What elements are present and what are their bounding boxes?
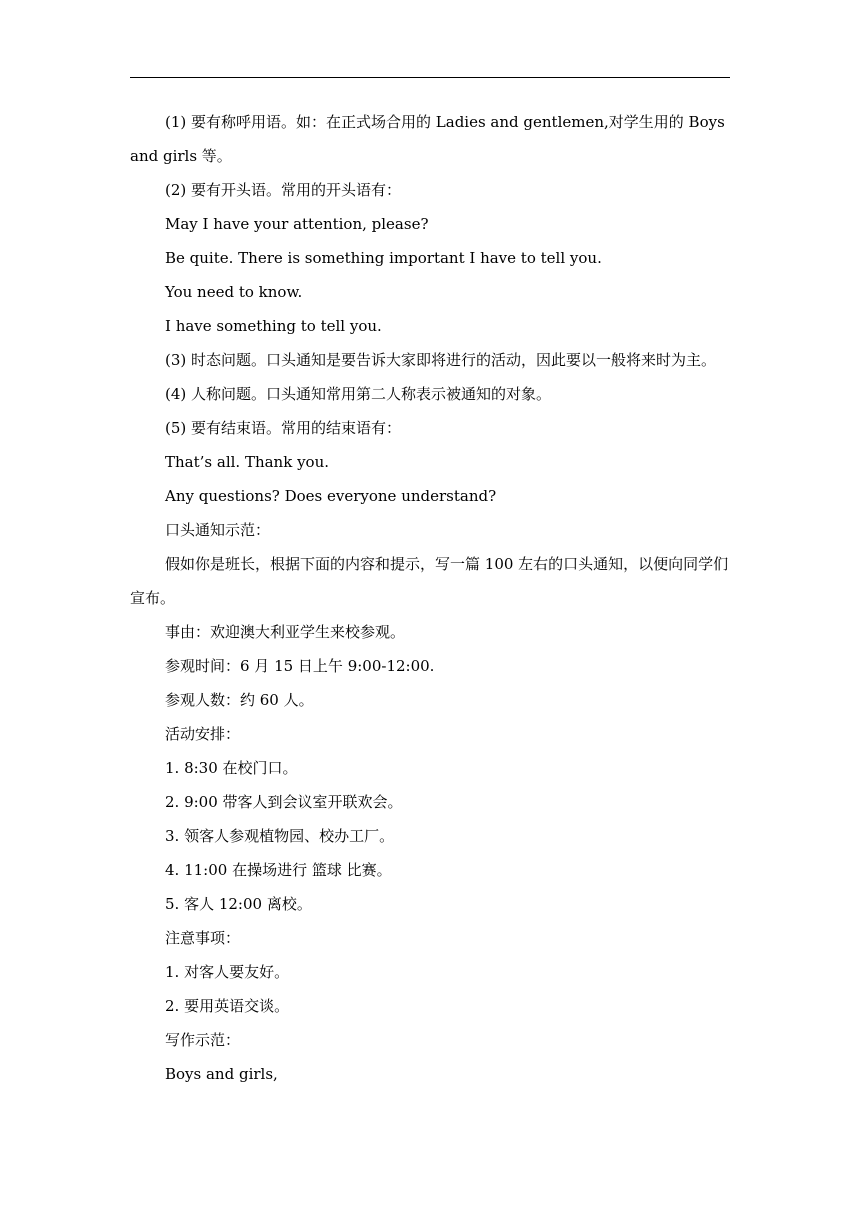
item-1-salutation: (1) 要有称呼用语。如：在正式场合用的 Ladies and gentlemen,对学生用的 Boys and girls 等。 (130, 113, 725, 165)
example-closing-1: That’s all. Thank you. (165, 453, 330, 471)
example-opening-1: May I have your attention, please? (165, 215, 429, 233)
schedule-item: 1. 8:30 在校门口。 (165, 759, 298, 777)
item-4-person: (4) 人称问题。口头通知常用第二人称表示被通知的对象。 (165, 385, 552, 403)
schedule-item: 5. 客人 12:00 离校。 (165, 895, 312, 913)
task-people: 参观人数：约 60 人。 (165, 691, 314, 709)
example-opening-3: You need to know. (165, 283, 303, 301)
notes-heading: 注意事项： (165, 929, 241, 947)
document-body (130, 105, 730, 1091)
item-3-tense: (3) 时态问题。口头通知是要告诉大家即将进行的活动，因此要以一般将来时为主。 (165, 351, 717, 369)
notes-item: 2. 要用英语交谈。 (165, 997, 290, 1015)
task-reason: 事由：欢迎澳大利亚学生来校参观。 (165, 623, 406, 641)
section-heading-example: 口头通知示范： (165, 521, 271, 539)
task-time: 参观时间：6 月 15 日上午 9:00-12:00. (165, 657, 435, 675)
notes-item: 1. 对客人要友好。 (165, 963, 290, 981)
schedule-heading: 活动安排： (165, 725, 241, 743)
writing-sample-heading: 写作示范： (165, 1031, 241, 1049)
task-prompt: 假如你是班长，根据下面的内容和提示，写一篇 100 左右的口头通知，以便向同学们宣布。 (130, 555, 729, 607)
item-5-closing: (5) 要有结束语。常用的结束语有： (165, 419, 402, 437)
writing-sample-salutation: Boys and girls, (165, 1065, 278, 1083)
schedule-item: 2. 9:00 带客人到会议室开联欢会。 (165, 793, 403, 811)
schedule-item: 4. 11:00 在操场进行 篮球 比赛。 (165, 861, 392, 879)
item-2-opening: (2) 要有开头语。常用的开头语有： (165, 181, 402, 199)
header-rule (130, 77, 730, 78)
example-opening-2: Be quite. There is something important I have to tell you. (165, 249, 602, 267)
schedule-item: 3. 领客人参观植物园、校办工厂。 (165, 827, 395, 845)
example-opening-4: I have something to tell you. (165, 317, 382, 335)
example-closing-2: Any questions? Does everyone understand? (165, 487, 497, 505)
